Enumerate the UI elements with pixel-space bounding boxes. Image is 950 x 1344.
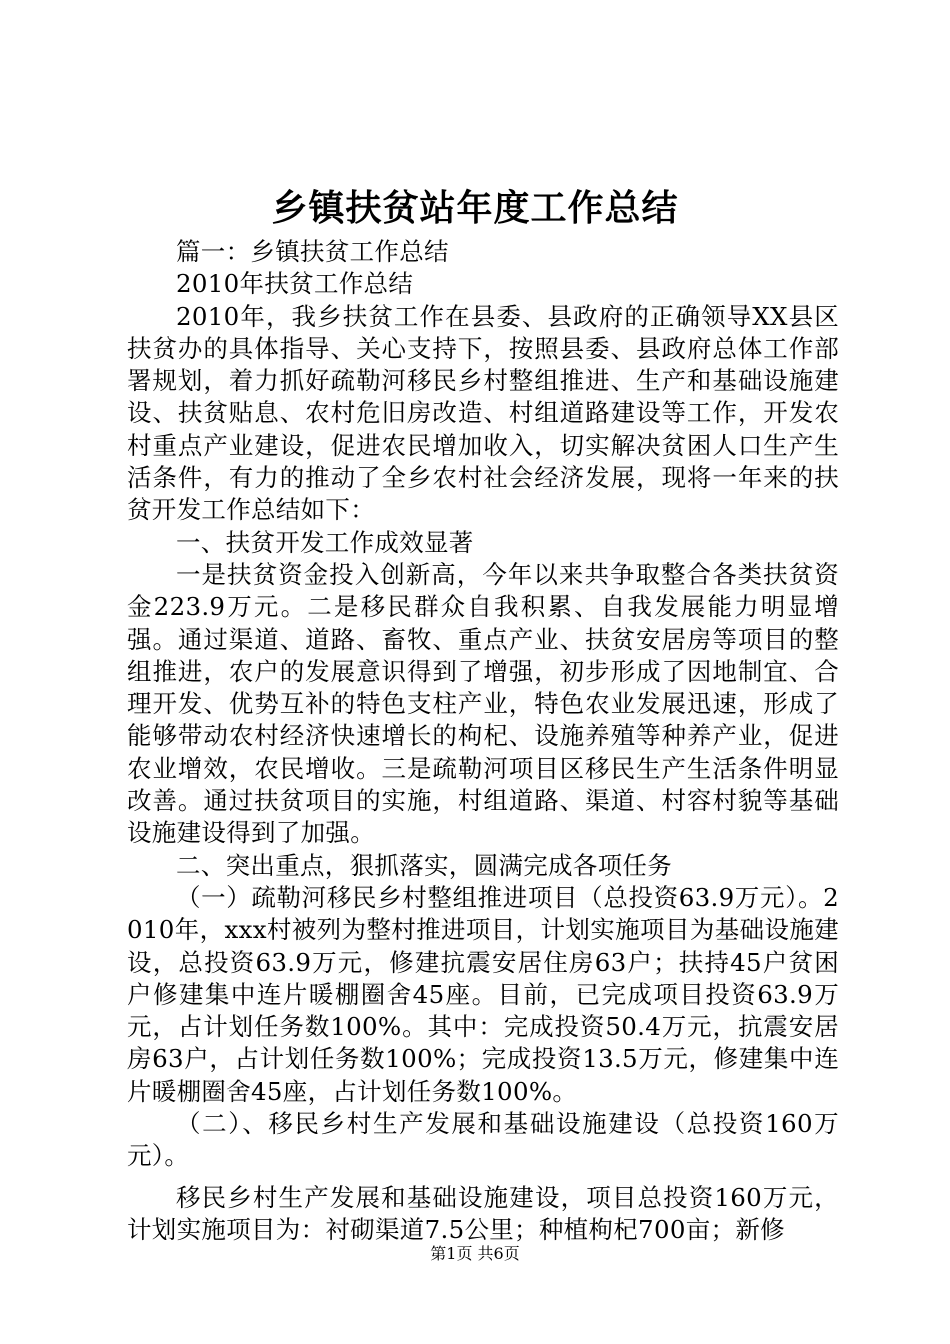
document-title: 乡镇扶贫站年度工作总结 — [271, 188, 679, 229]
paragraph-intro: 2010年，我乡扶贫工作在县委、县政府的正确领导XX县区扶贫办的具体指导、关心支持下，按照县委、县政府总体工作部署规划，着力抓好疏勒河移民乡村整组推进、生产和基础设施建设、扶贫贴息、农村危旧房改造、村组道路建设等工作，开发农村重点产业建设，促进农民增加收入，切实解决贫困人口生产生活条件，有力的推动了全乡农村社会经济发展，现将一年来的扶贫开发工作总结如下： — [127, 301, 839, 525]
paragraph-subtitle: 2010年扶贫工作总结 — [176, 269, 414, 299]
page-footer: 第1页 共6页 — [430, 1244, 520, 1263]
paragraph-project-1: （一）疏勒河移民乡村整组推进项目（总投资63.9万元）。2010年，xxx村被列为整村推进项目，计划实施项目为基础设施建设，总投资63.9万元，修建抗震安居住房63户；扶持45户贫困户修建集中连片暖棚圈舍45座。目前，已完成项目投资63.9万元，占计划任务数100%。其中：完成投资50.4万元，抗震安居房63户，占计划任务数100%；完成投资13.5万元，修建集中连片暖棚圈舍45座，占计划任务数100%。 — [127, 882, 839, 1106]
paragraph-section-heading: 篇一：乡镇扶贫工作总结 — [176, 237, 449, 266]
paragraph-heading-1: 一、扶贫开发工作成效显著 — [176, 527, 474, 557]
paragraph-results: 一是扶贫资金投入创新高，今年以来共争取整合各类扶贫资金223.9万元。二是移民群众自我积累、自我发展能力明显增强。通过渠道、道路、畜牧、重点产业、扶贫安居房等项目的整组推进，农户的发展意识得到了增强，初步形成了因地制宜、合理开发、优势互补的特色支柱产业，特色农业发展迅速，形成了能够带动农村经济快速增长的枸杞、设施养殖等种养产业，促进农业增效，农民增收。三是疏勒河项目区移民生产生活条件明显改善。通过扶贫项目的实施，村组道路、渠道、村容村貌等基础设施建设得到了加强。 — [127, 559, 839, 848]
paragraph-project-2-heading: （二）、移民乡村生产发展和基础设施建设（总投资160万元）。 — [127, 1109, 839, 1171]
paragraph-heading-2: 二、突出重点，狠抓落实，圆满完成各项任务 — [176, 850, 672, 880]
document-body — [127, 236, 839, 1246]
paragraph-project-2: 移民乡村生产发展和基础设施建设，项目总投资160万元，计划实施项目为：衬砌渠道7.5公里；种植枸杞700亩；新修 — [127, 1182, 839, 1244]
